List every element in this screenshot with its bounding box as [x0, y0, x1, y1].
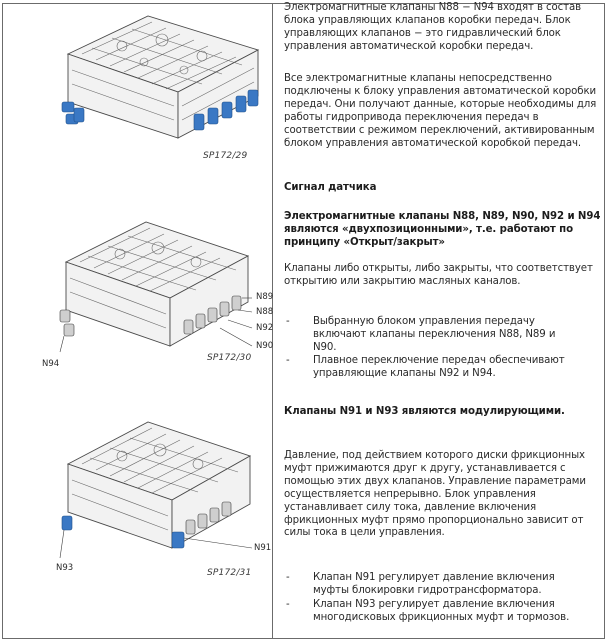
callout-n92: N92: [256, 323, 274, 333]
callout-n93: N93: [56, 563, 74, 573]
bullet-dash: -: [286, 572, 290, 583]
heading-modulating-valves: Клапаны N91 и N93 являются модулирующими.: [284, 406, 565, 417]
bullet-dash: -: [286, 599, 290, 610]
bullet-text: Выбранную блоком управления передачу включают клапаны переключения N88, N89 и N90.: [313, 316, 556, 353]
callout-n88: N88: [256, 307, 274, 317]
figure-valve-block-3: [52, 408, 268, 568]
callout-n94: N94: [42, 359, 60, 369]
bullet-dash: -: [286, 355, 290, 366]
intro-paragraph: Электромагнитные клапаны N88 − N94 входят в состав блока управляющих клапанов коробки передач. Блок управляющих клапанов − это гидравлический блок управления автоматической коробки передач.: [284, 2, 582, 52]
column-divider: [272, 3, 273, 639]
on-off-paragraph: Клапаны либо открыты, либо закрыты, что соответствует открытию или закрытию масляных каналов.: [284, 263, 593, 287]
modulating-paragraph: Давление, под действием которого диски фрикционных муфт прижимаются друг к другу, устанавливается с помощью этих двух клапанов. Управление параметрами осуществляется непрерывно. Блок управления устанавливает силу тока, давление включения фрикционных муфт прямо пропорционально зависит от силы тока в цели управления.: [284, 450, 586, 539]
figure-label: SP172/30: [207, 353, 252, 363]
heading-on-off-valves: Электромагнитные клапаны N88, N89, N90, N92 и N94 являются «двухпозиционными», т.е. работают по принципу «Открыт/закрыт»: [284, 211, 601, 248]
figure-valve-block-1: [52, 10, 268, 160]
bullet-text: Плавное переключение передач обеспечивают управляющие клапаны N92 и N94.: [313, 355, 565, 379]
callout-n90: N90: [256, 341, 274, 351]
figure-label: SP172/29: [203, 151, 248, 161]
callout-n91: N91: [254, 543, 272, 553]
valve-block-illustration: [52, 210, 268, 360]
bullet-text: Клапан N93 регулирует давление включения многодисковых фрикционных муфт и тормозов.: [313, 599, 570, 623]
intro-paragraph-2: Все электромагнитные клапаны непосредственно подключены к блоку управления автоматической коробки передач. Они получают данные, которые необходимы для работы гидропривода переключения передач в соответствии с режимом переключений, активированным блоком управления автоматической коробкой передач.: [284, 73, 597, 149]
heading-sensor-signal: Сигнал датчика: [284, 182, 377, 193]
figure-label: SP172/31: [207, 568, 252, 578]
bullet-dash: -: [286, 316, 290, 327]
valve-block-illustration: [52, 10, 268, 160]
figure-valve-block-2: [52, 210, 268, 360]
valve-block-illustration: [52, 408, 268, 568]
bullet-text: Клапан N91 регулирует давление включения муфты блокировки гидротрансформатора.: [313, 572, 555, 596]
callout-n89: N89: [256, 292, 274, 302]
